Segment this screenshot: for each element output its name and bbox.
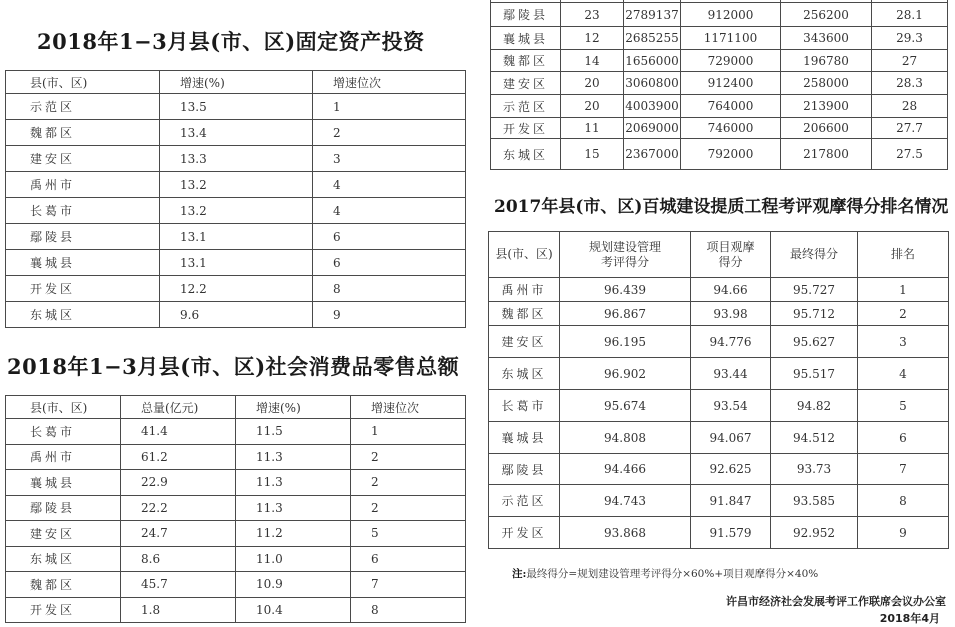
value-cell: 6 <box>858 422 949 454</box>
table-row <box>6 495 466 521</box>
value-cell: 11.2 <box>236 521 351 547</box>
region-cell: 示范区 <box>491 95 561 118</box>
value-cell: 96.195 <box>560 326 691 358</box>
region-cell: 开发区 <box>6 597 121 623</box>
table-row <box>491 95 948 118</box>
city-quality-table <box>488 231 949 549</box>
value-cell: 4 <box>858 358 949 390</box>
value-cell: 2 <box>351 444 466 470</box>
region-cell: 长葛市 <box>6 198 160 224</box>
column-header <box>771 232 858 278</box>
value-cell: 11.3 <box>236 470 351 496</box>
region-cell: 东城区 <box>6 302 160 328</box>
value-cell: 61.2 <box>121 444 236 470</box>
column-header-line: 最终得分 <box>789 247 838 261</box>
value-cell: 5 <box>858 390 949 422</box>
value-cell: 13.5 <box>160 94 313 120</box>
region-cell: 长葛市 <box>6 419 121 445</box>
column-header: 总量(亿元) <box>121 396 236 419</box>
value-cell: 2069000 <box>624 118 681 139</box>
value-cell: 96.902 <box>560 358 691 390</box>
region-cell: 建安区 <box>491 72 561 95</box>
value-cell: 41.4 <box>121 419 236 445</box>
table-row <box>491 27 948 50</box>
value-cell: 10.9 <box>236 572 351 598</box>
value-cell: 22.9 <box>121 470 236 496</box>
value-cell: 13.3 <box>160 146 313 172</box>
table-row <box>489 326 949 358</box>
table-row <box>6 94 466 120</box>
value-cell: 3 <box>858 326 949 358</box>
column-header-line: 得分 <box>718 254 743 269</box>
value-cell: 92.625 <box>691 454 771 485</box>
region-cell: 襄城县 <box>6 470 121 496</box>
table-row <box>6 198 466 224</box>
table-row <box>6 146 466 172</box>
value-cell: 1.8 <box>121 597 236 623</box>
column-header <box>858 232 949 278</box>
value-cell: 7 <box>858 454 949 485</box>
value-cell: 11.0 <box>236 546 351 572</box>
value-cell: 6 <box>351 546 466 572</box>
table-row <box>6 419 466 445</box>
table-row <box>6 120 466 146</box>
value-cell: 10.4 <box>236 597 351 623</box>
table-row <box>6 444 466 470</box>
region-cell: 建安区 <box>489 326 560 358</box>
value-cell: 206600 <box>781 118 872 139</box>
region-cell: 鄢陵县 <box>6 224 160 250</box>
value-cell: 12 <box>561 27 624 50</box>
value-cell: 8 <box>858 485 949 517</box>
table-row <box>489 485 949 517</box>
value-cell: 3060800 <box>624 72 681 95</box>
value-cell: 5 <box>351 521 466 547</box>
table-row <box>489 422 949 454</box>
value-cell: 1656000 <box>624 50 681 72</box>
value-cell: 13.1 <box>160 250 313 276</box>
value-cell: 4 <box>313 198 466 224</box>
fixed-investment-table <box>5 70 466 328</box>
value-cell: 9.6 <box>160 302 313 328</box>
region-cell: 襄城县 <box>489 422 560 454</box>
column-header-line: 县(市、区) <box>495 247 553 261</box>
value-cell: 12.2 <box>160 276 313 302</box>
value-cell: 95.627 <box>771 326 858 358</box>
value-cell: 28 <box>872 95 948 118</box>
column-header-line: 排名 <box>890 247 915 261</box>
value-cell: 94.82 <box>771 390 858 422</box>
value-cell: 20 <box>561 95 624 118</box>
value-cell: 6 <box>313 224 466 250</box>
table-row <box>489 302 949 326</box>
value-cell: 93.868 <box>560 517 691 549</box>
value-cell: 729000 <box>681 50 781 72</box>
value-cell: 258000 <box>781 72 872 95</box>
value-cell: 24.7 <box>121 521 236 547</box>
value-cell: 792000 <box>681 139 781 170</box>
column-header-line: 规划建设管理 <box>588 239 661 254</box>
region-cell: 魏都区 <box>491 50 561 72</box>
value-cell: 93.54 <box>691 390 771 422</box>
value-cell: 8 <box>351 597 466 623</box>
region-cell: 建安区 <box>6 521 121 547</box>
table-row <box>6 470 466 496</box>
value-cell: 2367000 <box>624 139 681 170</box>
region-cell: 长葛市 <box>489 390 560 422</box>
value-cell: 11.3 <box>236 495 351 521</box>
region-cell: 禹州市 <box>6 444 121 470</box>
region-cell: 示范区 <box>6 94 160 120</box>
retail-sales-title: 2018年1−3月县(市、区)社会消费品零售总额 <box>7 354 460 379</box>
value-cell: 13.4 <box>160 120 313 146</box>
value-cell: 912000 <box>681 3 781 27</box>
value-cell: 94.808 <box>560 422 691 454</box>
table-row <box>6 224 466 250</box>
table-row <box>6 546 466 572</box>
value-cell: 29.3 <box>872 27 948 50</box>
region-cell: 鄢陵县 <box>491 3 561 27</box>
value-cell: 27 <box>872 50 948 72</box>
value-cell: 1 <box>313 94 466 120</box>
value-cell: 9 <box>313 302 466 328</box>
value-cell: 343600 <box>781 27 872 50</box>
region-cell: 东城区 <box>491 139 561 170</box>
value-cell: 95.674 <box>560 390 691 422</box>
issuer-name: 许昌市经济社会发展考评工作联席会议办公室 <box>726 595 946 608</box>
value-cell: 9 <box>858 517 949 549</box>
note-label: 注: <box>512 568 527 580</box>
region-cell: 鄢陵县 <box>6 495 121 521</box>
value-cell: 20 <box>561 72 624 95</box>
value-cell: 94.776 <box>691 326 771 358</box>
column-header: 增速(%) <box>236 396 351 419</box>
value-cell: 1171100 <box>681 27 781 50</box>
value-cell: 13.2 <box>160 172 313 198</box>
table-row <box>491 139 948 170</box>
region-cell: 示范区 <box>489 485 560 517</box>
value-cell: 8 <box>313 276 466 302</box>
value-cell: 2 <box>351 470 466 496</box>
formula-note <box>512 566 818 581</box>
region-cell: 开发区 <box>489 517 560 549</box>
value-cell: 2685255 <box>624 27 681 50</box>
value-cell: 93.44 <box>691 358 771 390</box>
value-cell: 3 <box>313 146 466 172</box>
region-cell: 开发区 <box>6 276 160 302</box>
value-cell: 91.579 <box>691 517 771 549</box>
table-row <box>489 390 949 422</box>
column-header: 增速位次 <box>313 71 466 94</box>
value-cell: 94.067 <box>691 422 771 454</box>
column-header <box>489 232 560 278</box>
value-cell: 22.2 <box>121 495 236 521</box>
value-cell: 11 <box>561 118 624 139</box>
value-cell: 2 <box>313 120 466 146</box>
value-cell: 45.7 <box>121 572 236 598</box>
region-cell: 魏都区 <box>6 572 121 598</box>
value-cell: 7 <box>351 572 466 598</box>
value-cell: 93.73 <box>771 454 858 485</box>
region-cell: 襄城县 <box>491 27 561 50</box>
table-row <box>491 72 948 95</box>
column-header <box>691 232 771 278</box>
value-cell: 96.867 <box>560 302 691 326</box>
value-cell: 8.6 <box>121 546 236 572</box>
table-header-row <box>489 232 949 278</box>
table-row <box>6 597 466 623</box>
table-row <box>6 276 466 302</box>
region-cell: 禹州市 <box>6 172 160 198</box>
value-cell: 23 <box>561 3 624 27</box>
table-row <box>489 454 949 485</box>
value-cell: 2 <box>351 495 466 521</box>
column-header: 增速位次 <box>351 396 466 419</box>
value-cell: 764000 <box>681 95 781 118</box>
table-row <box>489 358 949 390</box>
value-cell: 1 <box>858 278 949 302</box>
value-cell: 28.3 <box>872 72 948 95</box>
region-cell: 襄城县 <box>6 250 160 276</box>
value-cell: 95.712 <box>771 302 858 326</box>
column-header <box>560 232 691 278</box>
issuer-signature <box>726 593 946 626</box>
value-cell: 95.727 <box>771 278 858 302</box>
issue-date: 2018年4月 <box>879 612 940 625</box>
value-cell: 93.585 <box>771 485 858 517</box>
value-cell: 28.1 <box>872 3 948 27</box>
region-cell: 东城区 <box>6 546 121 572</box>
column-header: 县(市、区) <box>6 396 121 419</box>
value-cell: 746000 <box>681 118 781 139</box>
table-row <box>491 3 948 27</box>
value-cell: 92.952 <box>771 517 858 549</box>
column-header: 县(市、区) <box>6 71 160 94</box>
value-cell: 95.517 <box>771 358 858 390</box>
table-row <box>489 278 949 302</box>
note-text: 最终得分=规划建设管理考评得分×60%+项目观摩得分×40% <box>526 568 819 580</box>
value-cell: 1 <box>351 419 466 445</box>
value-cell: 27.7 <box>872 118 948 139</box>
retail-sales-table <box>5 395 466 623</box>
value-cell: 217800 <box>781 139 872 170</box>
region-cell: 东城区 <box>489 358 560 390</box>
table-row <box>6 172 466 198</box>
value-cell: 213900 <box>781 95 872 118</box>
table-row <box>489 517 949 549</box>
value-cell: 4003900 <box>624 95 681 118</box>
value-cell: 912400 <box>681 72 781 95</box>
table-row <box>6 521 466 547</box>
region-cell: 禹州市 <box>489 278 560 302</box>
column-header: 增速(%) <box>160 71 313 94</box>
value-cell: 256200 <box>781 3 872 27</box>
value-cell: 94.512 <box>771 422 858 454</box>
value-cell: 11.5 <box>236 419 351 445</box>
value-cell: 94.743 <box>560 485 691 517</box>
column-header-line: 考评得分 <box>600 254 649 269</box>
value-cell: 13.2 <box>160 198 313 224</box>
value-cell: 94.66 <box>691 278 771 302</box>
value-cell: 93.98 <box>691 302 771 326</box>
value-cell: 14 <box>561 50 624 72</box>
column-header-line: 项目观摩 <box>706 239 755 254</box>
value-cell: 196780 <box>781 50 872 72</box>
value-cell: 27.5 <box>872 139 948 170</box>
value-cell: 6 <box>313 250 466 276</box>
table-header-row <box>6 71 466 94</box>
value-cell: 4 <box>313 172 466 198</box>
value-cell: 94.466 <box>560 454 691 485</box>
value-cell: 15 <box>561 139 624 170</box>
region-cell: 鄢陵县 <box>489 454 560 485</box>
region-cell: 开发区 <box>491 118 561 139</box>
value-cell: 2789137 <box>624 3 681 27</box>
city-quality-title: 2017年县(市、区)百城建设提质工程考评观摩得分排名情况 <box>494 197 949 217</box>
top-right-data-table <box>490 0 948 170</box>
table-header-row <box>6 396 466 419</box>
table-row <box>491 50 948 72</box>
region-cell: 魏都区 <box>6 120 160 146</box>
value-cell: 91.847 <box>691 485 771 517</box>
table-row <box>6 572 466 598</box>
table-row <box>6 250 466 276</box>
fixed-investment-title: 2018年1−3月县(市、区)固定资产投资 <box>37 29 425 54</box>
table-row <box>6 302 466 328</box>
value-cell: 2 <box>858 302 949 326</box>
value-cell: 13.1 <box>160 224 313 250</box>
table-row <box>491 118 948 139</box>
region-cell: 魏都区 <box>489 302 560 326</box>
value-cell: 96.439 <box>560 278 691 302</box>
region-cell: 建安区 <box>6 146 160 172</box>
value-cell: 11.3 <box>236 444 351 470</box>
